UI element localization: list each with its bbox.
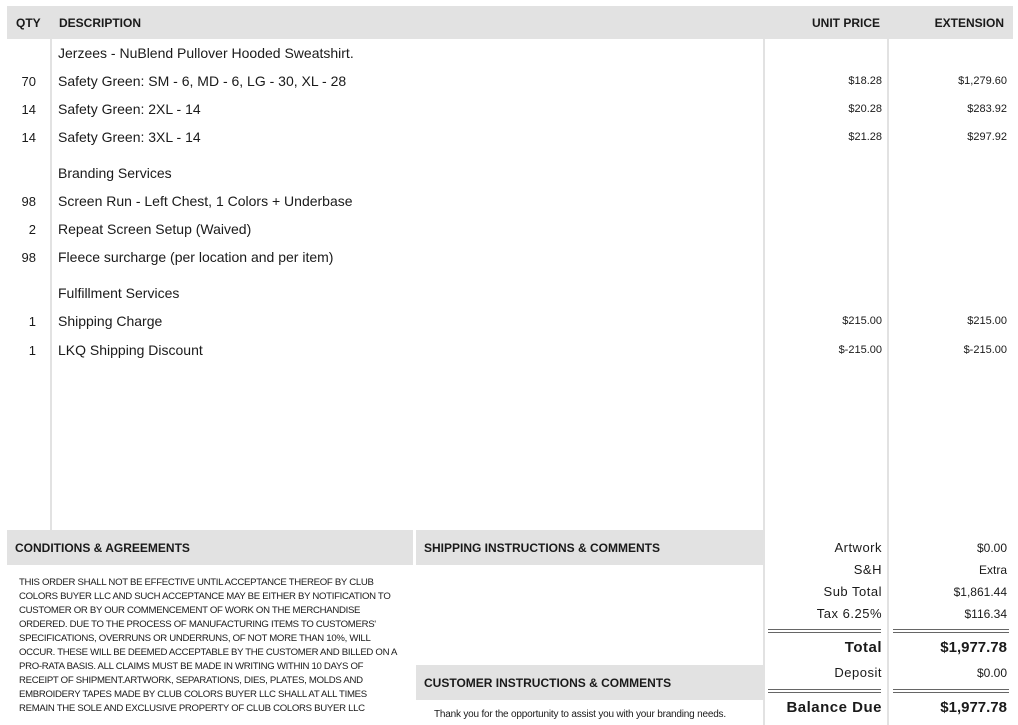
conditions-line: CUSTOMER OR BY OUR COMMENCEMENT OF WORK ON THE MERCHANDISE: [19, 605, 361, 616]
sh-label: S&H: [853, 562, 882, 577]
tax-value: $116.34: [964, 607, 1007, 621]
line-item-unit-price: $18.28: [848, 75, 882, 87]
line-item-qty: 14: [21, 102, 36, 117]
line-item-description: Jerzees - NuBlend Pullover Hooded Sweatshirt.: [58, 45, 354, 61]
line-item-row: [0, 341, 1018, 361]
qty-column-header: QTY: [16, 16, 41, 30]
line-item-unit-price: $20.28: [848, 103, 882, 115]
line-item-row: [0, 312, 1018, 332]
line-item-description: Safety Green: 2XL - 14: [58, 101, 201, 117]
customer-instructions-title: CUSTOMER INSTRUCTIONS & COMMENTS: [424, 676, 672, 690]
conditions-line: ORDERED. DUE TO THE PROCESS OF MANUFACTURING ITEMS TO CUSTOMERS': [19, 619, 376, 630]
artwork-label: Artwork: [834, 540, 882, 555]
line-item-row: [0, 284, 1018, 304]
line-item-row: [0, 192, 1018, 212]
shipping-instructions-header: [416, 530, 763, 565]
line-item-description: Safety Green: SM - 6, MD - 6, LG - 30, XL - 28: [58, 73, 347, 89]
conditions-text: [19, 576, 414, 716]
conditions-line: OCCUR. THESE WILL BE DEEMED ACCEPTABLE BY THE CUSTOMER AND BILLED ON A: [19, 647, 398, 658]
conditions-line: COLORS BUYER LLC AND SUCH ACCEPTANCE MAY BE EITHER BY NOTIFICATION TO: [19, 591, 391, 602]
artwork-total: [765, 537, 1018, 557]
line-item-extension: $297.92: [967, 131, 1007, 143]
line-item-description: Fleece surcharge (per location and per item): [58, 249, 334, 265]
total-label: Total: [844, 639, 882, 656]
line-item-description: Screen Run - Left Chest, 1 Colors + Underbase: [58, 193, 353, 209]
deposit-total: [765, 662, 1018, 682]
line-item-qty: 14: [21, 130, 36, 145]
conditions-line: SPECIFICATIONS, OVERRUNS OR UNDERRUNS, OF NOT MORE THAN 10%, WILL: [19, 633, 371, 644]
line-item-unit-price: $-215.00: [838, 344, 882, 356]
shipping-instructions-title: SHIPPING INSTRUCTIONS & COMMENTS: [424, 541, 661, 555]
conditions-line: PRO-RATA BASIS. ALL CLAIMS MUST BE MADE IN WRITING WITHIN 10 DAYS OF: [19, 661, 364, 672]
sh-total: [765, 559, 1018, 579]
line-item-description: Branding Services: [58, 165, 172, 181]
line-item-qty: 1: [28, 314, 36, 329]
line-item-qty: 2: [28, 222, 36, 237]
conditions-line: EMBROIDERY TAPES MADE BY CLUB COLORS BUYER LLC SHALL AT ALL TIMES: [19, 689, 367, 700]
subtotal: [765, 581, 1018, 601]
conditions-line: REMAIN THE SOLE AND EXCLUSIVE PROPERTY OF CLUB COLORS BUYER LLC: [19, 703, 365, 714]
conditions-header: [7, 530, 413, 565]
balance-divider: [893, 689, 1009, 690]
subtotal-value: $1,861.44: [953, 585, 1007, 599]
line-item-description: Shipping Charge: [58, 313, 163, 329]
customer-instructions-text: Thank you for the opportunity to assist you with your branding needs.: [434, 709, 726, 720]
conditions-title: CONDITIONS & AGREEMENTS: [15, 541, 190, 555]
extension-column-header: EXTENSION: [934, 16, 1004, 30]
deposit-label: Deposit: [834, 665, 882, 680]
line-item-description: Repeat Screen Setup (Waived): [58, 221, 252, 237]
line-item-unit-price: $215.00: [842, 315, 882, 327]
line-item-extension: $283.92: [967, 103, 1007, 115]
total-divider: [893, 629, 1009, 630]
description-column-header: DESCRIPTION: [59, 16, 142, 30]
balance-label: Balance Due: [786, 699, 882, 716]
line-item-row: [0, 100, 1018, 120]
line-item-description: Safety Green: 3XL - 14: [58, 129, 201, 145]
total-divider: [768, 632, 881, 633]
line-item-row: [0, 128, 1018, 148]
subtotal-label: Sub Total: [823, 584, 882, 599]
line-item-row: [0, 164, 1018, 184]
balance-value: $1,977.78: [940, 699, 1007, 716]
line-item-description: Fulfillment Services: [58, 285, 180, 301]
deposit-value: $0.00: [976, 666, 1007, 680]
line-item-extension: $-215.00: [963, 344, 1007, 356]
line-item-row: [0, 220, 1018, 240]
conditions-line: THIS ORDER SHALL NOT BE EFFECTIVE UNTIL ACCEPTANCE THEREOF BY CLUB: [19, 577, 374, 588]
line-item-row: [0, 72, 1018, 92]
tax-total: [765, 603, 1018, 623]
line-items-header: [7, 6, 1013, 39]
line-item-extension: $1,279.60: [958, 75, 1007, 87]
balance-divider: [768, 689, 881, 690]
line-item-qty: 98: [21, 194, 36, 209]
balance-divider: [768, 692, 881, 693]
line-item-unit-price: $21.28: [848, 131, 882, 143]
total-value: $1,977.78: [940, 639, 1007, 656]
line-item-row: [0, 248, 1018, 268]
line-item-qty: 1: [28, 343, 36, 358]
conditions-line: RECEIPT OF SHIPMENT.ARTWORK, SEPARATIONS, DIES, PLATES, MOLDS AND: [19, 675, 363, 686]
artwork-value: $0.00: [976, 541, 1007, 555]
line-item-description: LKQ Shipping Discount: [58, 342, 203, 358]
line-item-qty: 70: [21, 74, 36, 89]
line-item-extension: $215.00: [967, 315, 1007, 327]
line-item-row: [0, 44, 1018, 64]
sh-value: Extra: [978, 563, 1007, 577]
grand-total: [765, 638, 1018, 658]
balance-due: [765, 698, 1018, 718]
total-divider: [893, 632, 1009, 633]
customer-instructions-header: [416, 665, 763, 700]
total-divider: [768, 629, 881, 630]
unit-price-column-header: UNIT PRICE: [811, 16, 880, 30]
tax-label: Tax 6.25%: [816, 606, 882, 621]
balance-divider: [893, 692, 1009, 693]
line-item-qty: 98: [21, 250, 36, 265]
